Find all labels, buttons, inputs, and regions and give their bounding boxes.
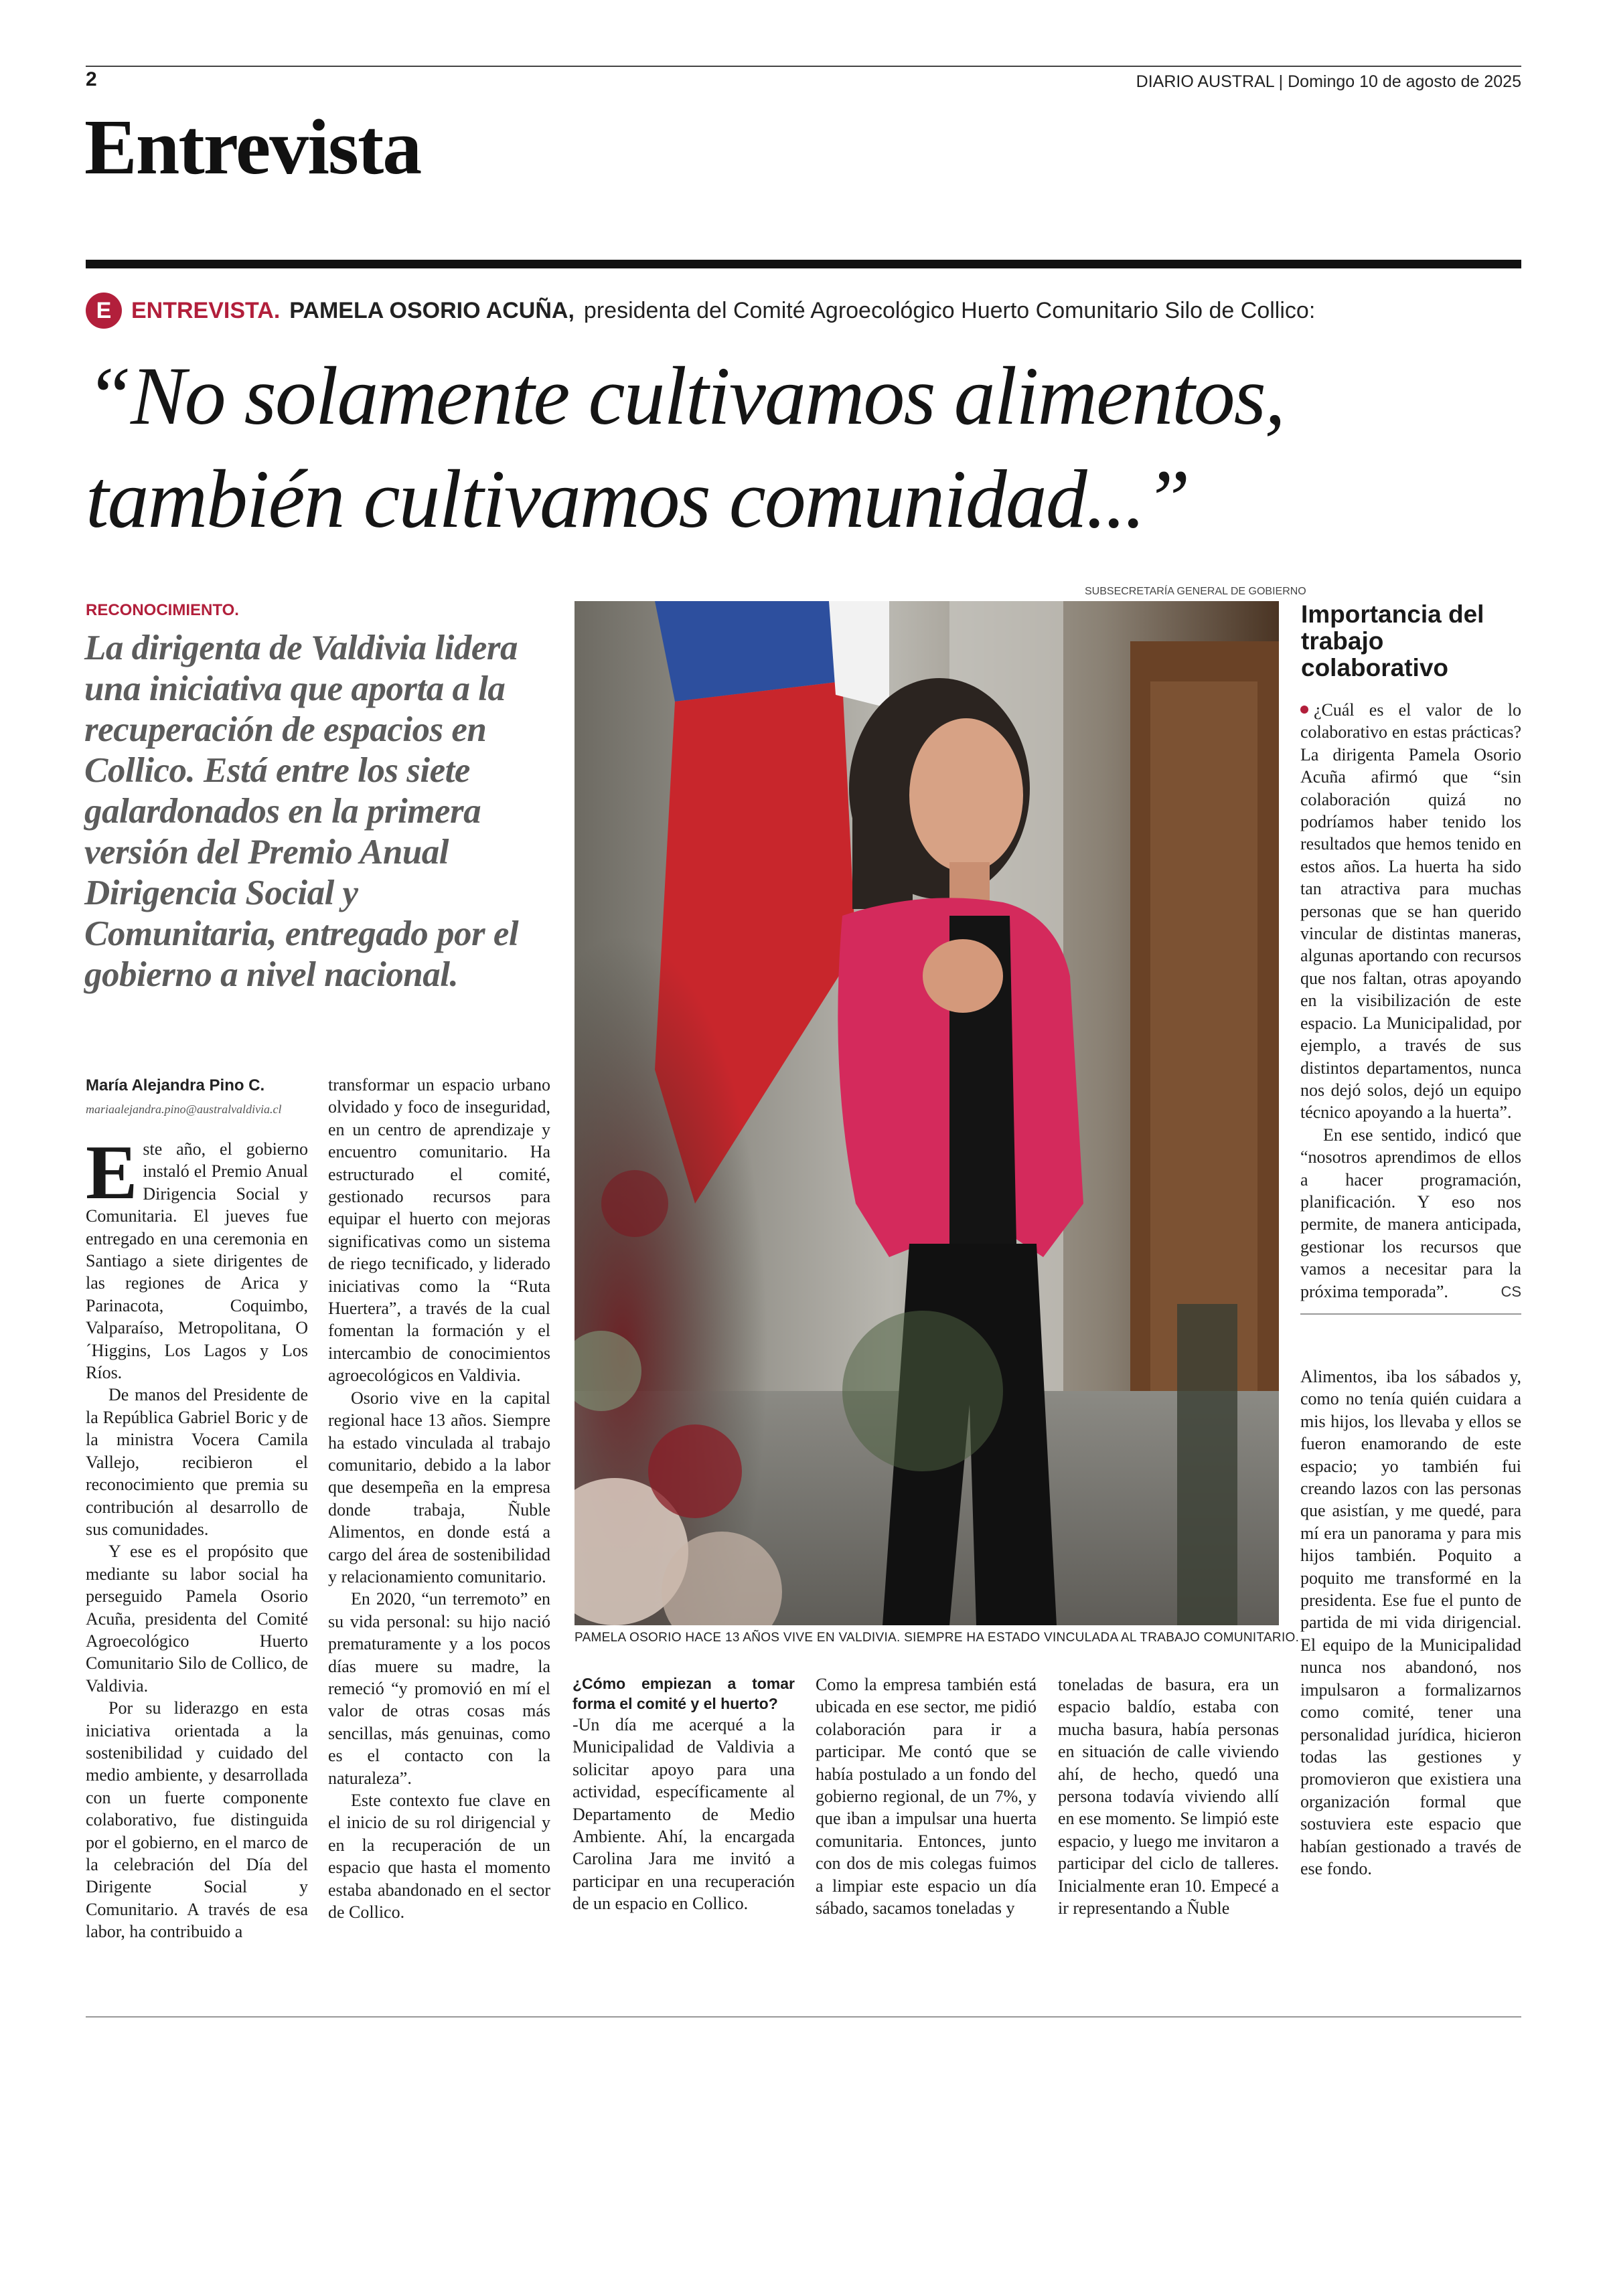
article-paragraph: Este contexto fue clave en el inicio de su rol dirigencial y en la recuperación de un espacio que hasta el momento estaba abandonado en el sector de Collico.	[328, 1791, 550, 1922]
article-column-1	[86, 1130, 308, 1943]
sidebar-body	[1300, 699, 1521, 1303]
interview-answer-cont: Como la empresa también está ubicada en ese sector, me pidió colaboración para ir a participar. Me contó que se había postulado a un fondo del gobierno regional, de un 7%, y que iban a impulsar una huerta comunitaria. Entonces, junto con dos de mis colegas fuimos a limpiar este espacio un día sábado, sacamos toneladas y	[816, 1675, 1037, 1918]
article-column-3	[572, 1673, 795, 1915]
headline-line-1: “No solamente cultivamos alimentos,	[86, 350, 1284, 442]
sidebar-rule	[1300, 1313, 1521, 1315]
section-rule	[86, 260, 1521, 268]
sidebar-paragraph: En ese sentido, indicó que “nosotros aprendimos de ellos a hacer programación, planificación. Y eso nos permite, de manera anticipada, gestionar los recursos que vamos a necesitar para la próxima temporada”. CS	[1300, 1124, 1521, 1303]
section-title: Entrevista	[84, 103, 421, 191]
article-paragraph: Y ese es el propósito que mediante su labor social ha perseguido Pamela Osorio Acuña, presidenta del Comité Agroecológico Huerto Comunitario Silo de Collico, de Valdivia.	[86, 1542, 308, 1696]
article-paragraph: En 2020, “un terremoto” en su vida personal: su hijo nació prematuramente y a los pocos días muere su madre, la remeció “y promovió en mí el valor de otras cosas más sencillas, más genuinas, como es el contacto con la naturaleza”.	[328, 1589, 550, 1788]
byline-name: María Alejandra Pino C.	[86, 1076, 265, 1094]
kicker-name: PAMELA OSORIO ACUÑA,	[289, 297, 575, 323]
photo-caption: PAMELA OSORIO HACE 13 AÑOS VIVE EN VALDIVIA. SIEMPRE HA ESTADO VINCULADA AL TRABAJO COMUNITARIO.	[575, 1631, 1300, 1645]
bullet-icon	[1300, 706, 1308, 714]
kicker	[86, 292, 1315, 329]
sidebar-title: Importancia del trabajo colaborativo	[1301, 600, 1484, 681]
article-paragraph: Por su liderazgo en esta iniciativa orientada a la sostenibilidad y cuidado del medio ambiente, y desarrollada con un fuerte componente colaborativo, fue distinguida por el gobierno, en el marco de la celebración del Día del Dirigente Social y Comunitario. A través de esa labor, ha contribuido a	[86, 1698, 308, 1942]
byline-email[interactable]: mariaalejandra.pino@australvaldivia.cl	[86, 1102, 282, 1116]
sidebar-paragraph: ¿Cuál es el valor de lo colaborativo en estas prácticas? La dirigenta Pamela Osorio Acuña afirmó que “sin colaboración quizá no podríamos haber tenido los resultados que hemos tenido en estos años. La huerta ha sido tan atractiva para muchas personas que se han querido vincular de distintas maneras, algunas aportando con recursos que nos faltan, otras apoyando en la visibilización de este espacio. La Municipalidad, por ejemplo, a través de sus distintos departamentos, nunca nos dejó solos, dejó un equipo técnico apoyando a la huerta”.	[1300, 700, 1521, 1123]
lead-text: La dirigenta de Valdivia lidera una iniciativa que aporta a la recuperación de espacios en Collico. Está entre los siete galardonados en la primera versión del Premio Anual Dirigencia Social y Comunitaria, entregado por el gobierno a nivel nacional.	[84, 629, 519, 994]
headline	[86, 345, 1521, 551]
article-paragraph: transformar un espacio urbano olvidado y foco de inseguridad, en un centro de aprendizaje y encuentro comunitario. Ha estructurado el comité, gestionado recursos para equipar el huerto con mejoras significativas como un sistema de riego tecnificado, y liderado iniciativas como la “Ruta Huertera”, a través de la cual fomentan la formación y el intercambio de conocimientos agroecológicos en Valdivia.	[328, 1075, 550, 1386]
photo-credit: SUBSECRETARÍA GENERAL DE GOBIERNO	[1085, 586, 1306, 597]
kicker-role: presidenta del Comité Agroecológico Huerto Comunitario Silo de Collico:	[583, 297, 1316, 323]
interview-question: ¿Cómo empiezan a tomar forma el comité y el huerto?	[572, 1675, 795, 1712]
top-rule	[86, 66, 1521, 67]
section-badge: E	[86, 293, 122, 329]
interview-answer: -Un día me acerqué a la Municipalidad de Valdivia a solicitar apoyo para una actividad, específicamente al Departamento de Medio Ambiente. Ahí, la encargada Carolina Jara me invitó a participar en una recuperación de un espacio en Collico.	[572, 1715, 795, 1914]
article-paragraph: Osorio vive en la capital regional hace 13 años. Siempre ha estado vinculada al trabajo comunitario, debido a la labor que desempeña en la empresa donde trabaja, Ñuble Alimentos, en donde está a cargo del área de sostenibilidad y relacionamiento comunitario.	[328, 1388, 550, 1586]
page-number: 2	[86, 68, 97, 90]
article-column-2	[328, 1074, 550, 1923]
article-paragraph: Este año, el gobierno instaló el Premio Anual Dirigencia Social y Comunitaria. El jueves fue entregado en una ceremonia en Santiago a siete dirigentes de las regiones de Arica y Parinacota, Coquimbo, Valparaíso, Metropolitana, O´Higgins, Los Lagos y Los Ríos.	[86, 1130, 308, 1383]
kicker-label: ENTREVISTA.	[131, 297, 281, 323]
lead-label: RECONOCIMIENTO.	[86, 601, 239, 619]
drop-cap: E	[86, 1130, 138, 1216]
interview-answer-cont: toneladas de basura, era un espacio baldío, estaba con mucha basura, había personas en situación de calle viviendo ahí, de hecho, quedó una persona todavía viviendo allí en ese momento. Se limpió este espacio, y luego me invitaron a participar del ciclo de talleres. Inicialmente eran 10. Empecé a ir representando a Ñuble	[1058, 1675, 1279, 1918]
article-paragraph: De manos del Presidente de la República Gabriel Boric y de la ministra Vocera Camila Vallejo, recibieron el reconocimiento que premia su contribución al desarrollo de sus comunidades.	[86, 1385, 308, 1539]
interview-answer-cont: Alimentos, iba los sábados y, como no tenía quién cuidara a mis hijos, los llevaba y ellos se fueron enamorando de este espacio; yo también fui creando lazos con las personas que asistían, y me quedé, para mí era un panorama y para mis hijos también. Poquito a poquito me transformé en la presidenta. Ese fue el punto de partida de mi vida dirigencial. El equipo de la Municipalidad nunca nos abandonó, nos impulsaron a formalizarnos como comité, tener una personalidad jurídica, hicieron todas las gestiones y promovieron que existiera una organización formal que sostuviera este espacio que habían gestionado a través de ese fondo.	[1300, 1367, 1521, 1878]
article-column-6	[1300, 1366, 1521, 1880]
end-mark-icon: CS	[1501, 1283, 1521, 1300]
bottom-rule	[86, 2016, 1521, 2018]
article-photo	[575, 601, 1279, 1625]
headline-line-2: también cultivamos comunidad...”	[86, 453, 1189, 545]
dateline: DIARIO AUSTRAL | Domingo 10 de agosto de 2025	[1136, 72, 1521, 91]
photo-illustration	[575, 601, 1279, 1625]
article-column-4	[816, 1673, 1037, 1919]
article-column-5	[1058, 1673, 1279, 1919]
